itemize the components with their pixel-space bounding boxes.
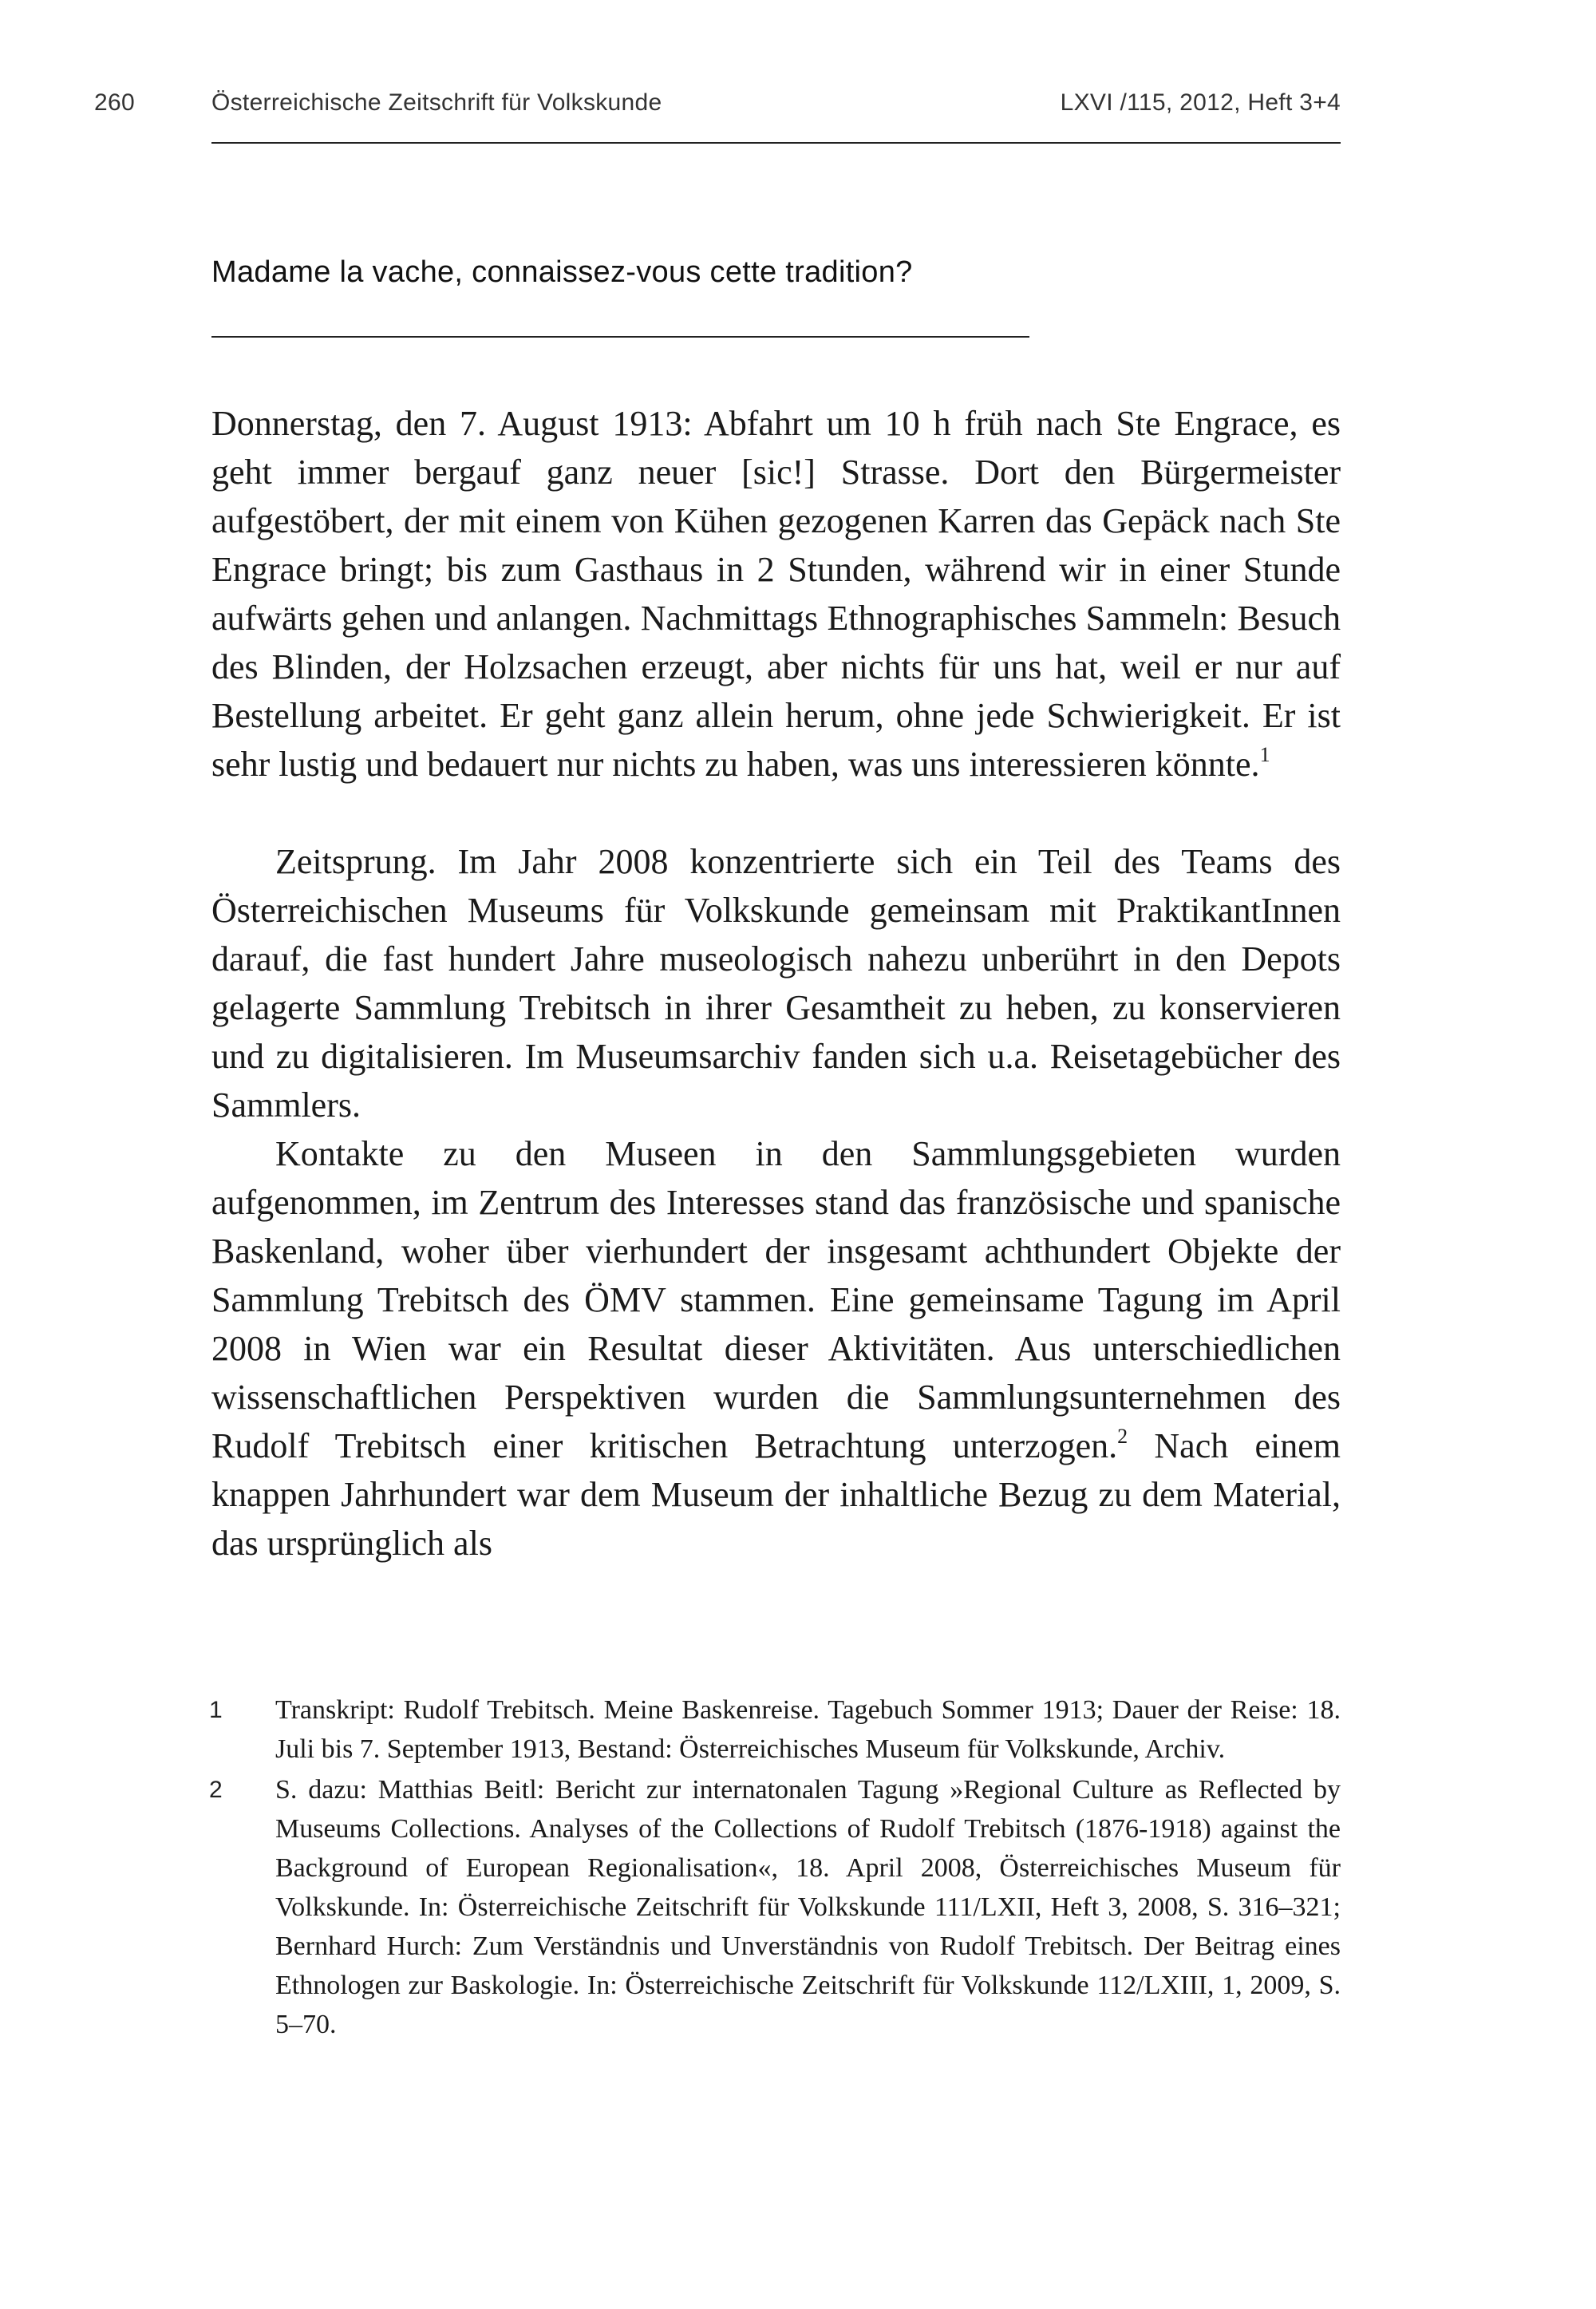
paragraph-text-continued: Nach einem knappen Jahrhundert war dem Museum der inhaltliche Bezug zu dem Material, das ursprünglich als (211, 1426, 1341, 1563)
footnote-2 (209, 1770, 1341, 2044)
footnote-ref-1[interactable]: 1 (1259, 743, 1270, 766)
article-title: Madame la vache, connaissez-vous cette tradition? (211, 255, 913, 289)
footnote-text: S. dazu: Matthias Beitl: Bericht zur internatonalen Tagung »Regional Culture as Reflected by Museums Collections. Analyses of the Collections of Rudolf Trebitsch (1876-1918) against the Background of European Regionalisation«, 18. April 2008, Österreichisches Museum für Volkskunde. In: Österreichische Zeitschrift für Volkskunde 111/LXII, Heft 3, 2008, S. 316–321; Bernhard Hurch: Zum Verständnis und Unverständnis von Rudolf Trebitsch. Der Beitrag eines Ethnologen zur Baskologie. In: Österreichische Zeitschrift für Volkskunde 112/LXIII, 1, 2009, S. 5–70. (275, 1775, 1341, 2039)
footnote-1 (209, 1690, 1341, 1769)
paragraph-diary-quote (211, 399, 1341, 789)
footnotes (209, 1690, 1341, 2046)
issue-info: LXVI /115, 2012, Heft 3+4 (1060, 89, 1341, 116)
paragraph-zeitsprung (211, 837, 1341, 1129)
paragraph-text: Zeitsprung. Im Jahr 2008 konzentrierte sich ein Teil des Teams des Österreichischen Museums für Volkskunde gemeinsam mit PraktikantInnen darauf, die fast hundert Jahre museologisch nahezu unberührt in den Depots gelagerte Sammlung Trebitsch in ihrer Gesamtheit zu heben, zu konservieren und zu digitalisieren. Im Museumsarchiv fanden sich u.a. Reisetagebücher des Sammlers. (211, 842, 1341, 1125)
body-text (211, 399, 1341, 1568)
page-number: 260 (94, 89, 135, 116)
paragraph-text: Donnerstag, den 7. August 1913: Abfahrt um 10 h früh nach Ste Engrace, es geht immer bergauf ganz neuer [sic!] Strasse. Dort den Bürgermeister aufgestöbert, der mit einem von Kühen gezogenen Karren das Gepäck nach Ste Engrace bringt; bis zum Gasthaus in 2 Stunden, während wir in einer Stunde aufwärts gehen und anlangen. Nachmittags Ethnographisches Sammeln: Besuch des Blinden, der Holzsachen erzeugt, aber nichts für uns hat, weil er nur auf Bestellung arbeitet. Er geht ganz allein herum, ohne jede Schwierigkeit. Er ist sehr lustig und bedauert nur nichts zu haben, was uns interessieren könnte. (211, 404, 1341, 784)
journal-title: Österreichische Zeitschrift für Volkskunde (211, 89, 662, 116)
footnote-ref-2[interactable]: 2 (1117, 1425, 1128, 1448)
header-divider (211, 142, 1341, 144)
paragraph-text: Kontakte zu den Museen in den Sammlungsgebieten wurden aufgenommen, im Zentrum des Interesses stand das französische und spanische Baskenland, woher über vierhundert der insgesamt achthundert Objekte der Sammlung Trebitsch des ÖMV stammen. Eine gemeinsame Tagung im April 2008 in Wien war ein Resultat dieser Aktivitäten. Aus unterschiedlichen wissenschaftlichen Perspektiven wurden die Sammlungsunternehmen des Rudolf Trebitsch einer kritischen Betrachtung unterzogen. (211, 1134, 1341, 1465)
footnote-number: 2 (209, 1777, 223, 1803)
footnote-text: Transkript: Rudolf Trebitsch. Meine Baskenreise. Tagebuch Sommer 1913; Dauer der Reise: 18. Juli bis 7. September 1913, Bestand: Österreichisches Museum für Volkskunde, Archiv. (275, 1695, 1341, 1764)
title-divider (211, 336, 1029, 338)
paragraph-kontakte (211, 1129, 1341, 1568)
running-header (0, 89, 1596, 129)
footnote-number: 1 (209, 1697, 223, 1723)
